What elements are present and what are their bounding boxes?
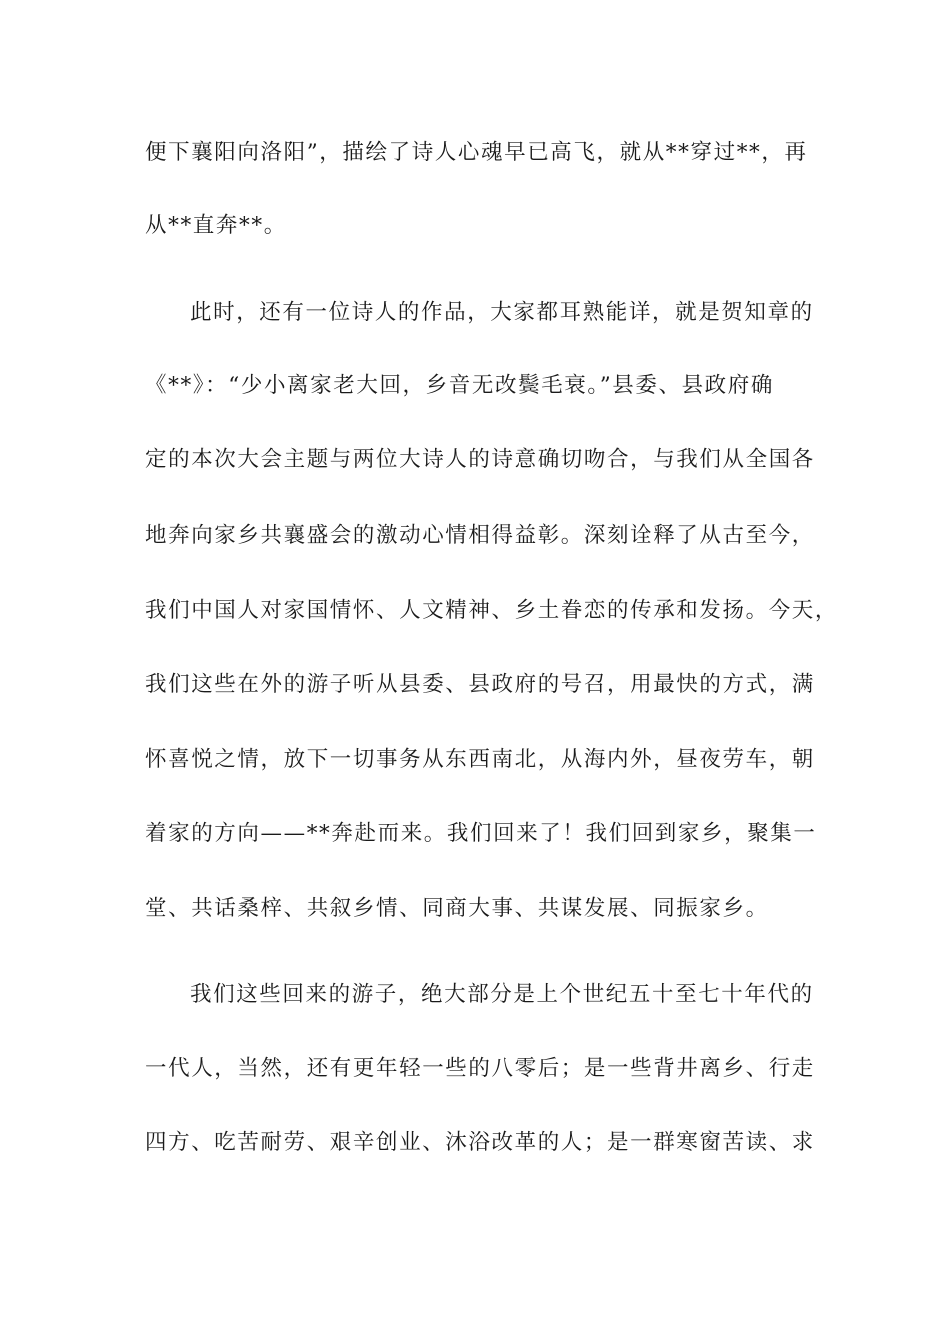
text-line: 我们这些在外的游子听从县委、县政府的号召，用最快的方式，满 (145, 672, 815, 697)
text-line: 我们中国人对家国情怀、人文精神、乡土眷恋的传承和发扬。今天， (145, 598, 839, 623)
text-line: 地奔向家乡共襄盛会的激动心情相得益彰。深刻诠释了从古至今， (145, 523, 815, 548)
text-line: 一代人，当然，还有更年轻一些的八零后；是一些背井离乡、行走 (145, 1056, 815, 1081)
text-line: 定的本次大会主题与两位大诗人的诗意确切吻合，与我们从全国各 (145, 447, 815, 472)
text-line: 《**》：“少小离家老大回，乡音无改鬓毛衰。”县委、县政府确 (145, 373, 774, 398)
paragraph-first-line: 我们这些回来的游子，绝大部分是上个世纪五十至七十年代的 (190, 982, 814, 1007)
text-line: 怀喜悦之情，放下一切事务从东西南北，从海内外，昼夜劳车，朝 (145, 747, 815, 772)
text-line: 便下襄阳向洛阳”，描绘了诗人心魂早已高飞，就从**穿过**，再 (145, 140, 808, 165)
text-line: 从**直奔**。 (145, 213, 287, 238)
text-line: 着家的方向——**奔赴而来。我们回来了！我们回到家乡，聚集一 (145, 821, 817, 846)
paragraph-first-line: 此时，还有一位诗人的作品，大家都耳熟能详，就是贺知章的 (190, 300, 814, 325)
text-line: 堂、共话桑梓、共叙乡情、同商大事、共谋发展、同振家乡。 (145, 896, 769, 921)
text-line: 四方、吃苦耐劳、艰辛创业、沐浴改革的人；是一群寒窗苦读、求 (145, 1130, 815, 1155)
